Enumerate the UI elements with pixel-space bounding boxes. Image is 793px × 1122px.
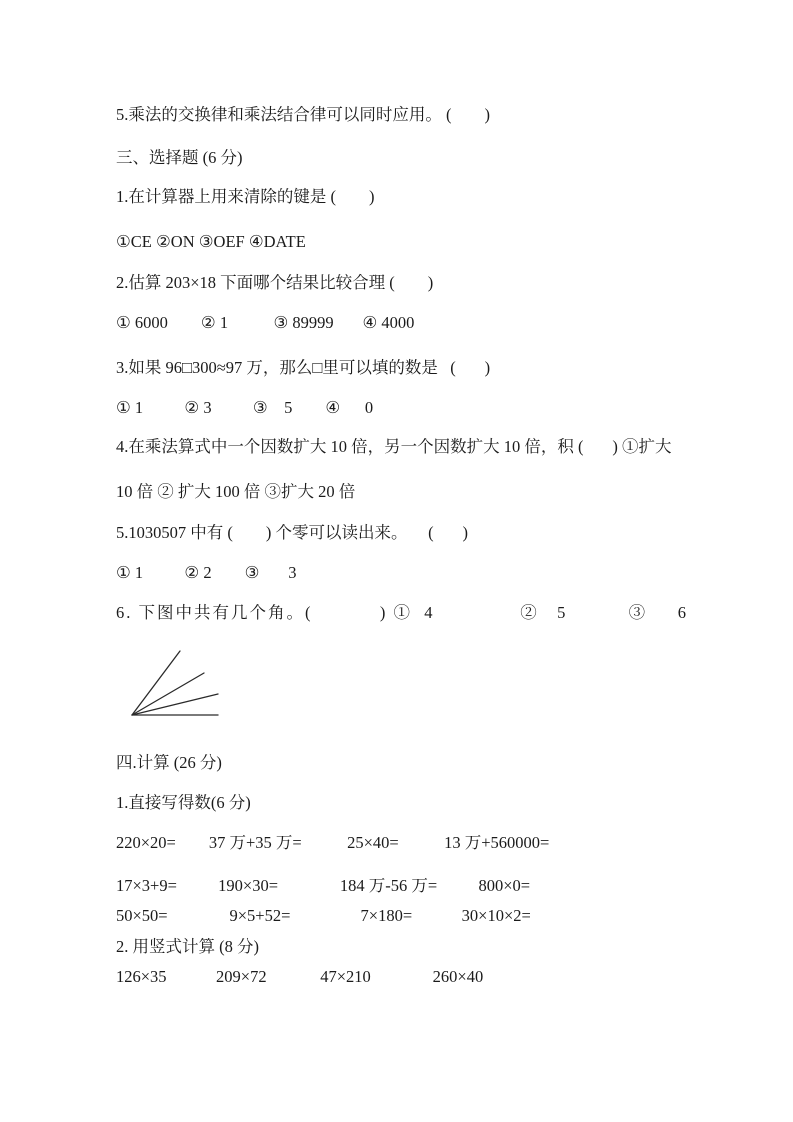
choice-question-3: 3.如果 96□300≈97 万，那么□里可以填的数是 ( ) (116, 358, 491, 377)
section-4-heading: 四.计算 (26 分) (116, 753, 222, 772)
vertical-calc-row: 126×35 209×72 47×210 260×40 (116, 967, 484, 986)
choice-q1-options: ①CE ②ON ③OEF ④DATE (116, 232, 306, 251)
section-3-heading: 三、选择题 (6 分) (116, 148, 243, 167)
choice-q4-options-cont: 10 倍 ② 扩大 100 倍 ③扩大 20 倍 (116, 482, 356, 501)
oral-calc-row-3: 50×50= 9×5+52= 7×180= 30×10×2= (116, 906, 531, 925)
choice-question-5: 5.1030507 中有 ( ) 个零可以读出来。 ( ) (116, 523, 468, 542)
oral-calc-row-2: 17×3+9= 190×30= 184 万-56 万= 800×0= (116, 876, 531, 895)
choice-q2-options: ① 6000 ② 1 ③ 89999 ④ 4000 (116, 313, 415, 332)
choice-question-2: 2.估算 203×18 下面哪个结果比较合理 ( ) (116, 273, 434, 292)
calc-subsection-2: 2. 用竖式计算 (8 分) (116, 937, 259, 956)
choice-q3-options: ① 1 ② 3 ③ 5 ④ 0 (116, 398, 374, 417)
choice-question-1: 1.在计算器上用来清除的键是 ( ) (116, 187, 375, 206)
angle-figure (126, 644, 230, 724)
oral-calc-row-1: 220×20= 37 万+35 万= 25×40= 13 万+560000= (116, 833, 550, 852)
choice-question-4: 4.在乘法算式中一个因数扩大 10 倍，另一个因数扩大 10 倍，积 ( ) ①扩大 (116, 437, 672, 456)
calc-subsection-1: 1.直接写得数(6 分) (116, 793, 251, 812)
choice-q5-options: ① 1 ② 2 ③ 3 (116, 563, 297, 582)
judge-question-5: 5.乘法的交换律和乘法结合律可以同时应用。 ( ) (116, 105, 490, 124)
angle-ray-middle (132, 673, 204, 715)
choice-question-6: 6. 下图中共有几个角。( ) ① 4 ② 5 ③ 6 (116, 603, 688, 622)
